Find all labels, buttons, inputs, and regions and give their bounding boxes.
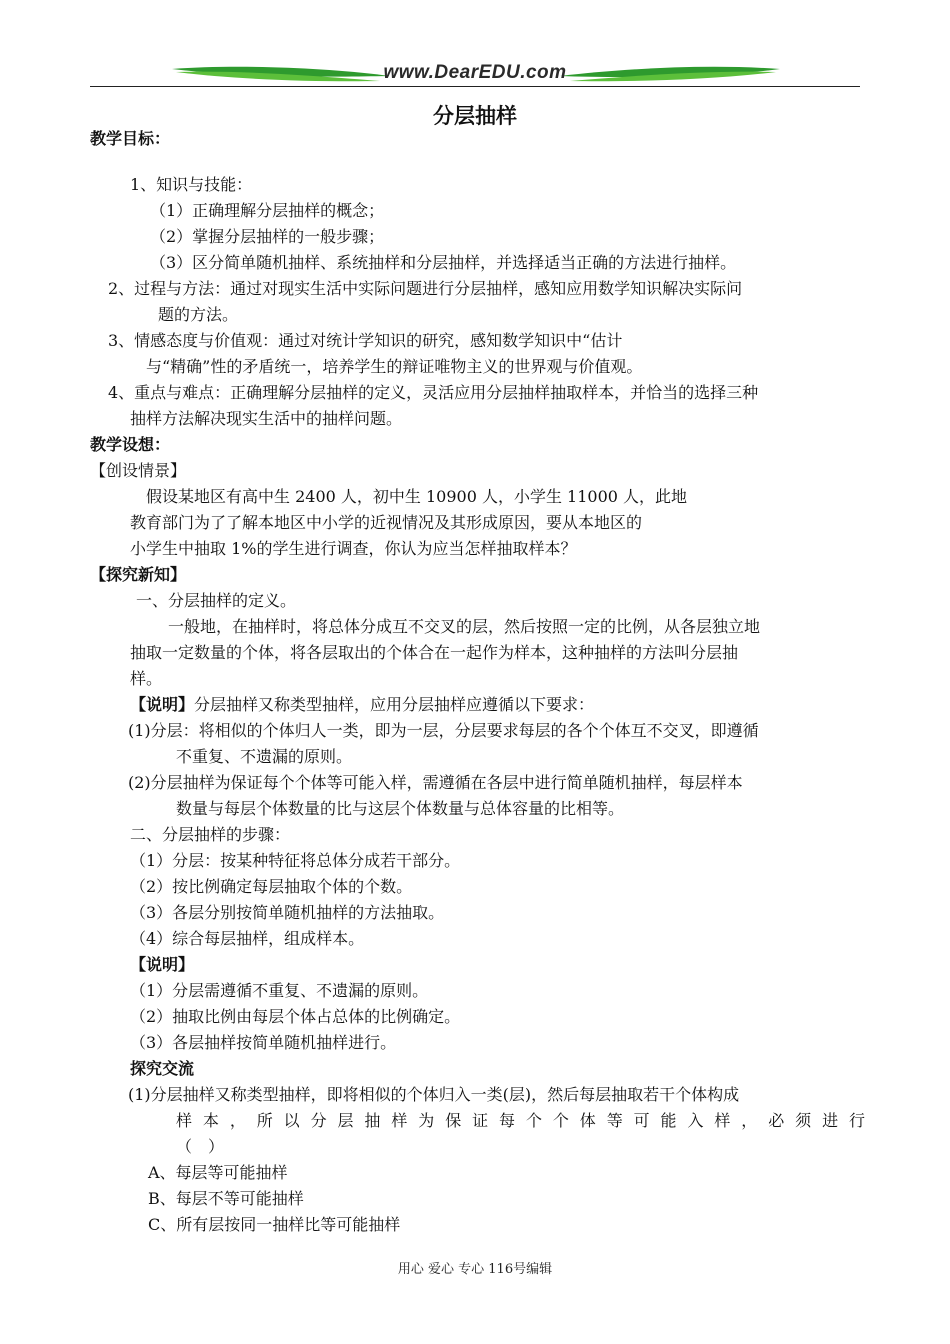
scene-line2: 教育部门为了了解本地区中小学的近视情况及其形成原因，要从本地区的 (130, 513, 643, 532)
step-3: （3）各层分别按简单随机抽样的方法抽取。 (130, 903, 445, 922)
goal-knowledge-3: （3）区分简单随机抽样、系统抽样和分层抽样，并选择适当正确的方法进行抽样。 (150, 253, 737, 272)
definition-line1: 一般地，在抽样时，将总体分成互不交叉的层，然后按照一定的比例，从各层独立地 (168, 617, 761, 636)
goal-keypoints-line1: 4、重点与难点：正确理解分层抽样的定义，灵活应用分层抽样抽取样本，并恰当的选择三种 (108, 383, 759, 402)
note1-line (90, 692, 865, 718)
site-logo-text[interactable]: www.DearEDU.com (383, 62, 567, 83)
requirement1-line1: (1)分层：将相似的个体归人一类，即为一层，分层要求每层的各个个体互不交叉，即遵循 (128, 721, 759, 740)
note2-item-3: （3）各层抽样按简单随机抽样进行。 (130, 1033, 397, 1052)
goal-knowledge: 1、知识与技能： (130, 175, 253, 194)
option-b: B、每层不等可能抽样 (148, 1189, 304, 1208)
requirement1-line2: 不重复、不遗漏的原则。 (176, 747, 353, 766)
definition-heading: 一、分层抽样的定义。 (136, 591, 297, 610)
question1-line2: 样本，所以分层抽样为保证每个个体等可能入样，必须进行 (176, 1111, 865, 1130)
definition-line3: 样。 (130, 669, 163, 688)
header-divider (90, 86, 860, 87)
steps-heading: 二、分层抽样的步骤： (130, 825, 291, 844)
note2-item-2: （2）抽取比例由每层个体占总体的比例确定。 (130, 1007, 461, 1026)
requirement2-line1: (2)分层抽样为保证每个个体等可能入样，需遵循在各层中进行简单随机抽样，每层样本 (128, 773, 743, 792)
goals-heading: 教学目标： (90, 129, 171, 148)
scene-line3: 小学生中抽取 1%的学生进行调查，你认为应当怎样抽取样本？ (130, 539, 577, 558)
goal-attitude-line2: 与“精确”性的矛盾统一，培养学生的辩证唯物主义的世界观与价值观。 (146, 357, 643, 376)
option-a: A、每层等可能抽样 (148, 1163, 288, 1182)
document-body (90, 124, 865, 1238)
note1-label: 【说明】 (130, 695, 195, 714)
option-c: C、所有层按同一抽样比等可能抽样 (148, 1215, 401, 1234)
definition-line2: 抽取一定数量的个体，将各层取出的个体合在一起作为样本，这种抽样的方法叫分层抽 (130, 643, 739, 662)
goal-knowledge-2: （2）掌握分层抽样的一般步骤； (150, 227, 385, 246)
step-4: （4）综合每层抽样，组成样本。 (130, 929, 365, 948)
site-header-banner (90, 60, 860, 92)
design-heading: 教学设想： (90, 435, 171, 454)
requirement2-line2: 数量与每层个体数量的比与这层个体数量与总体容量的比相等。 (176, 799, 625, 818)
scene-line1: 假设某地区有高中生 2400 人，初中生 10900 人，小学生 11000 人，此地 (146, 487, 688, 506)
goal-knowledge-1: （1）正确理解分层抽样的概念； (150, 201, 385, 220)
page-footer: 用心 爱心 专心 116号编辑 (397, 1262, 553, 1277)
explore-heading: 【探究新知】 (90, 565, 187, 584)
note2-label: 【说明】 (130, 955, 195, 974)
question1-blank: （ ） (176, 1137, 225, 1156)
note1-text: 分层抽样又称类型抽样，应用分层抽样应遵循以下要求： (194, 695, 595, 714)
goal-keypoints-line2: 抽样方法解决现实生活中的抽样问题。 (130, 409, 403, 428)
step-2: （2）按比例确定每层抽取个体的个数。 (130, 877, 413, 896)
question1-line1: (1)分层抽样又称类型抽样，即将相似的个体归入一类(层)，然后每层抽取若干个体构成 (128, 1085, 740, 1104)
goal-attitude-line1: 3、情感态度与价值观：通过对统计学知识的研究，感知数学知识中“估计 (108, 331, 623, 350)
goal-process-line1: 2、过程与方法：通过对现实生活中实际问题进行分层抽样，感知应用数学知识解决实际问 (108, 279, 743, 298)
goal-process-line2: 题的方法。 (158, 305, 239, 324)
step-1: （1）分层：按某种特征将总体分成若干部分。 (130, 851, 461, 870)
scene-heading: 【创设情景】 (90, 461, 187, 480)
page-title: 分层抽样 (433, 104, 517, 128)
note2-item-1: （1）分层需遵循不重复、不遗漏的原则。 (130, 981, 429, 1000)
exchange-heading: 探究交流 (130, 1059, 195, 1078)
